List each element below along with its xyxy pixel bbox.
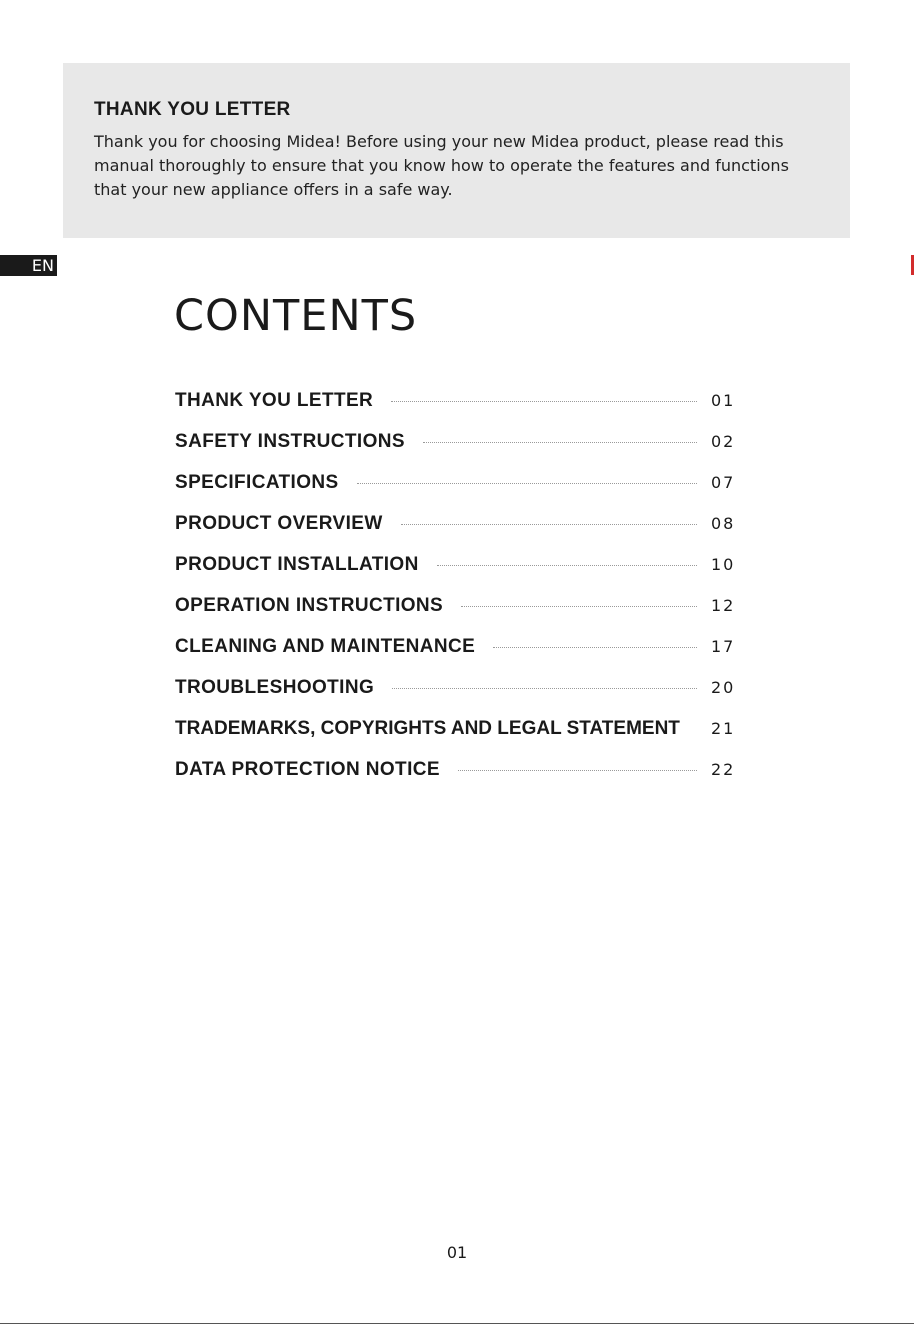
toc-page-number: 22 — [711, 760, 736, 779]
toc-label: DATA PROTECTION NOTICE — [175, 758, 440, 780]
toc-row-cleaning-and-maintenance[interactable] — [175, 626, 737, 667]
toc-row-safety-instructions[interactable] — [175, 421, 737, 462]
toc-page-number: 10 — [711, 555, 736, 574]
toc-dotted-leader — [493, 647, 697, 648]
toc-label: TROUBLESHOOTING — [175, 676, 375, 698]
toc-label: CLEANING AND MAINTENANCE — [175, 635, 476, 657]
thank-you-letter-box — [63, 63, 850, 238]
toc-row-thank-you-letter[interactable] — [175, 380, 737, 421]
toc-dotted-leader — [392, 688, 697, 689]
toc-dotted-leader — [401, 524, 697, 525]
toc-row-product-overview[interactable] — [175, 503, 737, 544]
letter-title: THANK YOU LETTER — [94, 99, 291, 120]
toc-page-number: 08 — [711, 514, 736, 533]
toc-row-troubleshooting[interactable] — [175, 667, 737, 708]
toc-row-data-protection-notice[interactable] — [175, 749, 737, 790]
letter-body: Thank you for choosing Midea! Before using your new Midea product, please read this manual thoroughly to ensure that you know how to operate the features and functions that your new appliance offers in a safe way. — [94, 132, 789, 199]
toc-dotted-leader — [391, 401, 697, 402]
toc-page-number: 17 — [711, 637, 736, 656]
toc-label: PRODUCT INSTALLATION — [175, 553, 419, 575]
toc-row-specifications[interactable] — [175, 462, 737, 503]
toc-row-operation-instructions[interactable] — [175, 585, 737, 626]
toc-label: THANK YOU LETTER — [175, 389, 374, 411]
toc-label: OPERATION INSTRUCTIONS — [175, 594, 444, 616]
toc-page-number: 01 — [711, 391, 736, 410]
toc-page-number: 21 — [711, 719, 736, 738]
toc-label: PRODUCT OVERVIEW — [175, 512, 383, 534]
toc-row-product-installation[interactable] — [175, 544, 737, 585]
toc-label: SPECIFICATIONS — [175, 471, 339, 493]
toc-dotted-leader — [461, 606, 697, 607]
contents-title: CONTENTS — [174, 291, 418, 341]
toc-dotted-leader — [357, 483, 697, 484]
toc-label: TRADEMARKS, COPYRIGHTS AND LEGAL STATEMENT — [175, 717, 680, 739]
toc-dotted-leader — [423, 442, 697, 443]
language-tab: EN — [0, 255, 57, 276]
toc-dotted-leader — [458, 770, 697, 771]
toc-dotted-leader — [437, 565, 697, 566]
toc-page-number: 20 — [711, 678, 736, 697]
toc-page-number: 02 — [711, 432, 736, 451]
toc-page-number: 07 — [711, 473, 736, 492]
toc-page-number: 12 — [711, 596, 736, 615]
table-of-contents — [175, 380, 737, 790]
toc-label: SAFETY INSTRUCTIONS — [175, 430, 405, 452]
toc-row-trademarks-legal[interactable] — [175, 708, 737, 749]
page-number: 01 — [446, 1243, 468, 1262]
